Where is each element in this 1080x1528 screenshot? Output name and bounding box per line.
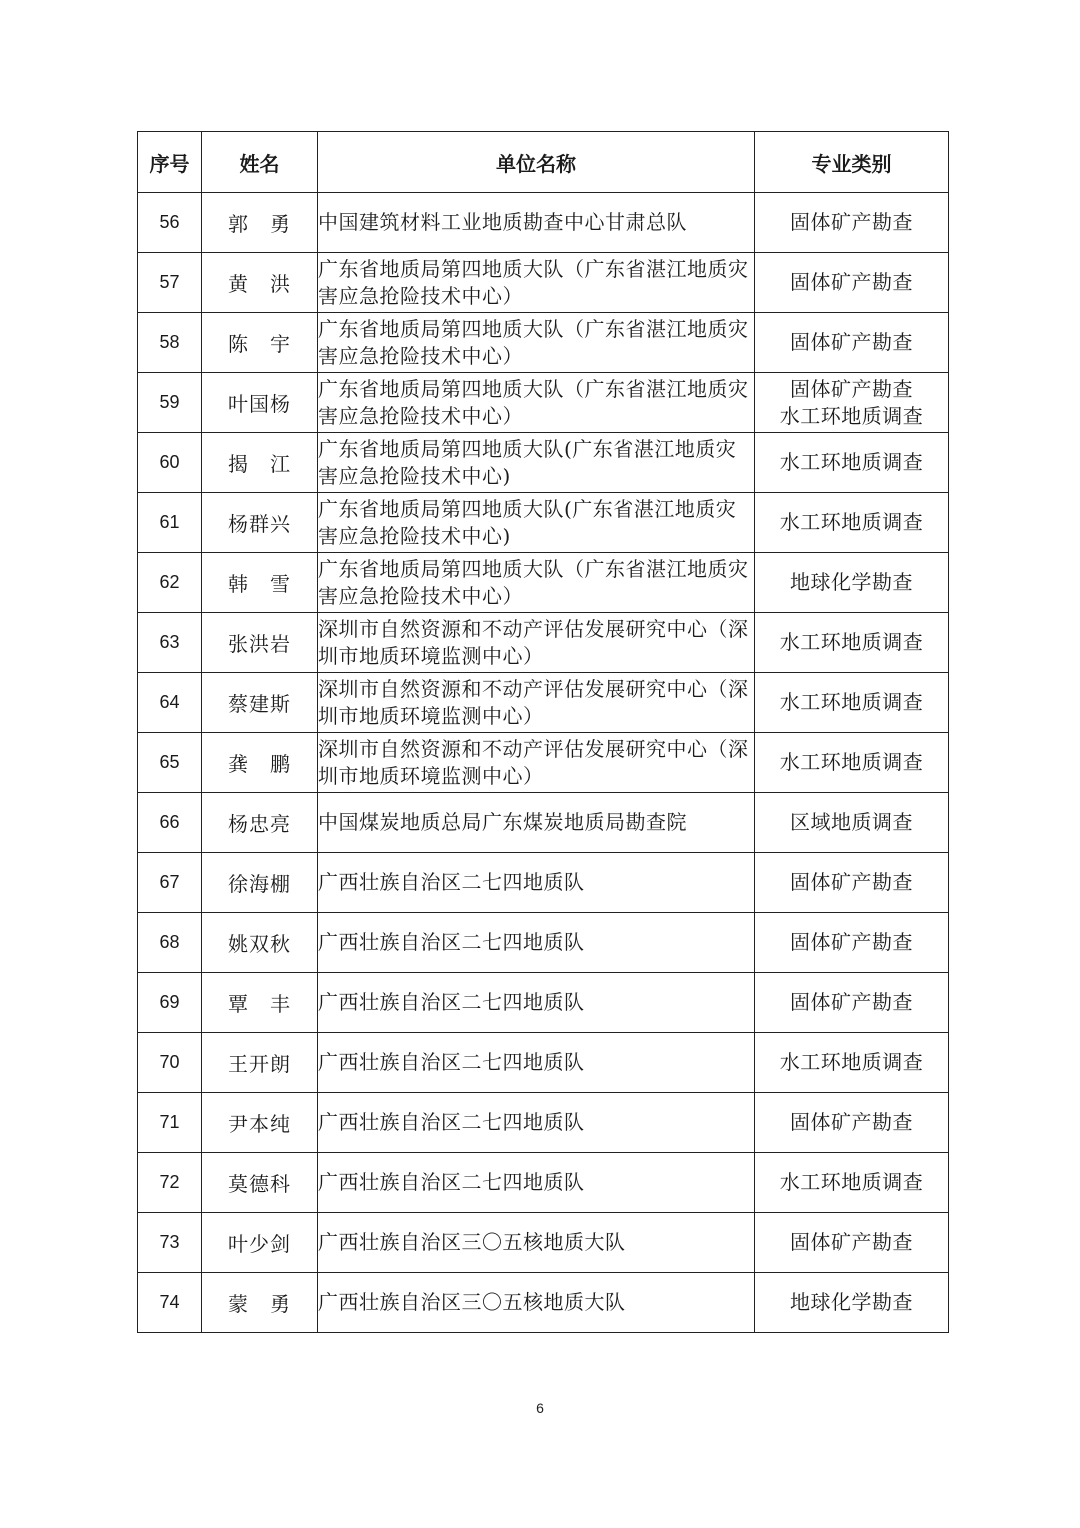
person-name: 黄 洪 bbox=[202, 253, 318, 313]
row-number: 74 bbox=[138, 1273, 202, 1333]
category-label: 固体矿产勘查 bbox=[790, 990, 913, 1014]
row-number: 68 bbox=[138, 913, 202, 973]
table-row bbox=[138, 1153, 949, 1213]
unit-name: 中国煤炭地质总局广东煤炭地质局勘查院 bbox=[318, 793, 755, 853]
table-row bbox=[138, 793, 949, 853]
table-row bbox=[138, 433, 949, 493]
header-category: 专业类别 bbox=[755, 132, 949, 193]
person-name: 莫德科 bbox=[202, 1153, 318, 1213]
category-label: 固体矿产勘查 bbox=[790, 270, 913, 294]
row-number: 56 bbox=[138, 193, 202, 253]
person-name: 王开朗 bbox=[202, 1033, 318, 1093]
unit-name: 广东省地质局第四地质大队(广东省湛江地质灾害应急抢险技术中心) bbox=[318, 433, 755, 493]
category-cell bbox=[755, 913, 949, 973]
unit-name: 广西壮族自治区三〇五核地质大队 bbox=[318, 1273, 755, 1333]
unit-name: 广东省地质局第四地质大队（广东省湛江地质灾害应急抢险技术中心） bbox=[318, 553, 755, 613]
category-cell bbox=[755, 1093, 949, 1153]
person-name: 尹本纯 bbox=[202, 1093, 318, 1153]
person-name: 覃 丰 bbox=[202, 973, 318, 1033]
row-number: 69 bbox=[138, 973, 202, 1033]
category-label: 固体矿产勘查 bbox=[790, 1230, 913, 1254]
category-label: 地球化学勘查 bbox=[790, 570, 913, 594]
unit-name: 广西壮族自治区二七四地质队 bbox=[318, 853, 755, 913]
category-label: 水工环地质调查 bbox=[779, 750, 924, 774]
table-body bbox=[138, 193, 949, 1333]
personnel-table bbox=[137, 131, 949, 1333]
category-cell bbox=[755, 673, 949, 733]
category-label: 水工环地质调查 bbox=[779, 1050, 924, 1074]
category-cell bbox=[755, 313, 949, 373]
row-number: 62 bbox=[138, 553, 202, 613]
person-name: 陈 宇 bbox=[202, 313, 318, 373]
category-cell bbox=[755, 373, 949, 433]
row-number: 64 bbox=[138, 673, 202, 733]
unit-name: 广西壮族自治区二七四地质队 bbox=[318, 1033, 755, 1093]
unit-name: 广西壮族自治区二七四地质队 bbox=[318, 973, 755, 1033]
unit-name: 深圳市自然资源和不动产评估发展研究中心（深圳市地质环境监测中心） bbox=[318, 733, 755, 793]
unit-name: 广西壮族自治区二七四地质队 bbox=[318, 1153, 755, 1213]
person-name: 杨群兴 bbox=[202, 493, 318, 553]
row-number: 59 bbox=[138, 373, 202, 433]
unit-name: 广西壮族自治区三〇五核地质大队 bbox=[318, 1213, 755, 1273]
row-number: 70 bbox=[138, 1033, 202, 1093]
unit-name: 中国建筑材料工业地质勘查中心甘肃总队 bbox=[318, 193, 755, 253]
page-number: 6 bbox=[536, 1400, 544, 1416]
table-row bbox=[138, 373, 949, 433]
person-name: 郭 勇 bbox=[202, 193, 318, 253]
person-name: 揭 江 bbox=[202, 433, 318, 493]
category-label: 固体矿产勘查 bbox=[790, 330, 913, 354]
table-row bbox=[138, 253, 949, 313]
header-row bbox=[138, 132, 949, 193]
table-row bbox=[138, 1213, 949, 1273]
row-number: 67 bbox=[138, 853, 202, 913]
row-number: 66 bbox=[138, 793, 202, 853]
category-cell bbox=[755, 433, 949, 493]
table-row bbox=[138, 613, 949, 673]
header-no: 序号 bbox=[138, 132, 202, 193]
table-row bbox=[138, 553, 949, 613]
table-row bbox=[138, 853, 949, 913]
row-number: 65 bbox=[138, 733, 202, 793]
header-name: 姓名 bbox=[202, 132, 318, 193]
category-label: 固体矿产勘查 bbox=[790, 930, 913, 954]
category-cell bbox=[755, 793, 949, 853]
category-cell bbox=[755, 1273, 949, 1333]
table-row bbox=[138, 193, 949, 253]
table-row bbox=[138, 1033, 949, 1093]
person-name: 叶少剑 bbox=[202, 1213, 318, 1273]
category-label: 水工环地质调查 bbox=[779, 450, 924, 474]
category-cell bbox=[755, 613, 949, 673]
category-cell bbox=[755, 493, 949, 553]
unit-name: 深圳市自然资源和不动产评估发展研究中心（深圳市地质环境监测中心） bbox=[318, 613, 755, 673]
category-label: 水工环地质调查 bbox=[779, 1170, 924, 1194]
unit-name: 广东省地质局第四地质大队（广东省湛江地质灾害应急抢险技术中心） bbox=[318, 373, 755, 433]
table-row bbox=[138, 1273, 949, 1333]
category-label: 固体矿产勘查 bbox=[790, 210, 913, 234]
table-row bbox=[138, 673, 949, 733]
category-cell bbox=[755, 193, 949, 253]
table-header bbox=[138, 132, 949, 193]
table-row bbox=[138, 493, 949, 553]
person-name: 徐海棚 bbox=[202, 853, 318, 913]
category-label: 固体矿产勘查 bbox=[790, 1110, 913, 1134]
category-cell bbox=[755, 1153, 949, 1213]
row-number: 71 bbox=[138, 1093, 202, 1153]
category-cell bbox=[755, 553, 949, 613]
row-number: 61 bbox=[138, 493, 202, 553]
table-row bbox=[138, 313, 949, 373]
unit-name: 广东省地质局第四地质大队（广东省湛江地质灾害应急抢险技术中心） bbox=[318, 253, 755, 313]
category-cell bbox=[755, 853, 949, 913]
header-unit: 单位名称 bbox=[318, 132, 755, 193]
category-label: 区域地质调查 bbox=[790, 810, 913, 834]
person-name: 叶国杨 bbox=[202, 373, 318, 433]
unit-name: 深圳市自然资源和不动产评估发展研究中心（深圳市地质环境监测中心） bbox=[318, 673, 755, 733]
row-number: 72 bbox=[138, 1153, 202, 1213]
unit-name: 广东省地质局第四地质大队（广东省湛江地质灾害应急抢险技术中心） bbox=[318, 313, 755, 373]
table-row bbox=[138, 1093, 949, 1153]
row-number: 60 bbox=[138, 433, 202, 493]
person-name: 张洪岩 bbox=[202, 613, 318, 673]
category-label: 地球化学勘查 bbox=[790, 1290, 913, 1314]
category-label: 固体矿产勘查 bbox=[790, 870, 913, 894]
category-cell bbox=[755, 253, 949, 313]
table-row bbox=[138, 973, 949, 1033]
category-label: 水工环地质调查 bbox=[779, 690, 924, 714]
category-cell bbox=[755, 733, 949, 793]
category-cell bbox=[755, 973, 949, 1033]
person-name: 韩 雪 bbox=[202, 553, 318, 613]
person-name: 蒙 勇 bbox=[202, 1273, 318, 1333]
table-row bbox=[138, 913, 949, 973]
category-label: 水工环地质调查 bbox=[779, 403, 924, 428]
table-row bbox=[138, 733, 949, 793]
row-number: 63 bbox=[138, 613, 202, 673]
category-cell bbox=[755, 1213, 949, 1273]
row-number: 57 bbox=[138, 253, 202, 313]
category-label: 水工环地质调查 bbox=[779, 510, 924, 534]
unit-name: 广西壮族自治区二七四地质队 bbox=[318, 913, 755, 973]
category-label: 水工环地质调查 bbox=[779, 630, 924, 654]
row-number: 73 bbox=[138, 1213, 202, 1273]
person-name: 龚 鹏 bbox=[202, 733, 318, 793]
unit-name: 广西壮族自治区二七四地质队 bbox=[318, 1093, 755, 1153]
person-name: 杨忠亮 bbox=[202, 793, 318, 853]
unit-name: 广东省地质局第四地质大队(广东省湛江地质灾害应急抢险技术中心) bbox=[318, 493, 755, 553]
category-label: 固体矿产勘查 bbox=[790, 376, 913, 401]
person-name: 姚双秋 bbox=[202, 913, 318, 973]
row-number: 58 bbox=[138, 313, 202, 373]
person-name: 蔡建斯 bbox=[202, 673, 318, 733]
category-cell bbox=[755, 1033, 949, 1093]
